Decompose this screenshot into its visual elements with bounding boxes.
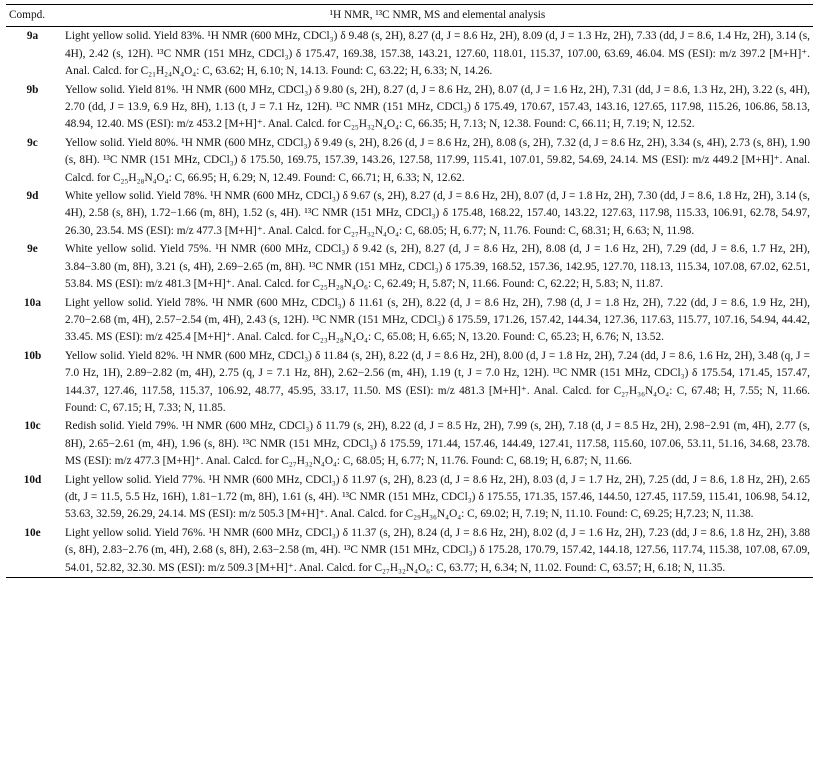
analysis-text: Light yellow solid. Yield 77%. ¹H NMR (600 MHz, CDCl₃) δ 11.97 (s, 2H), 8.23 (d, J = 8.6 Hz, 2H), 8.03 (d, J = 1.7 Hz, 2H), 7.25 (dd, J = 8.6, 1.8 Hz, 2H), 2.65 (dt, J = 11.5, 5.5 Hz, 16H), 1.81−1.72 (m, 8H), 1.61 (s, 4H). ¹³C NMR (151 MHz, CDCl₃) δ 175.55, 171.35, 157.46, 144.50, 127.45, 117.59, 115.41, 106.98, 54.12, 53.63, 32.59, 26.29, 24.14. MS (ESI): m/z 505.3 [M+H]⁺. Anal. Calcd. for C₂₉H₃₆N₄O₄: C, 69.02; H, 7.19; N, 11.10. Found: C, 69.25; H,7.23; N, 11.38. [65,473,810,521]
analysis-text: Yellow solid. Yield 81%. ¹H NMR (600 MHz, CDCl₃) δ 9.80 (s, 2H), 8.27 (d, J = 8.6 Hz, 2H), 8.07 (d, J = 1.6 Hz, 2H), 7.31 (dd, J = 8.6, 1.3 Hz, 2H), 3.22 (s, 4H), 2.70 (dd, J = 13.9, 6.9 Hz, 8H), 1.13 (t, J = 7.1 Hz, 12H). ¹³C NMR (151 MHz, CDCl₃) δ 175.49, 170.67, 157.43, 143.16, 127.65, 117.98, 115.26, 106.86, 58.13, 48.94, 12.40. MS (ESI): m/z 453.2 [M+H]⁺. Anal. Calcd. for C₂₅H₃₂N₄O₄: C, 66.35; H, 7.13; N, 12.38. Found: C, 66.11; H, 7.19; N, 12.52. [65,83,810,131]
analysis-text: White yellow solid. Yield 78%. ¹H NMR (600 MHz, CDCl₃) δ 9.67 (s, 2H), 8.27 (d, J = 8.6 Hz, 2H), 8.07 (d, J = 1.8 Hz, 2H), 7.30 (dd, J = 8.6, 1.8 Hz, 2H), 3.14 (s, 4H), 2.58 (s, 8H), 1.72−1.66 (m, 8H), 1.52 (s, 4H). ¹³C NMR (151 MHz, CDCl₃) δ 175.48, 168.22, 157.40, 143.22, 127.63, 117.98, 115.33, 106.91, 62.78, 54.97, 26.30, 23.54. MS (ESI): m/z 477.3 [M+H]⁺. Anal. Calcd. for C₂₇H₃₂N₄O₄: C, 68.05; H, 6.77; N, 11.76. Found: C, 68.31; H, 6.63; N, 11.98. [65,190,810,237]
analysis-text: Light yellow solid. Yield 76%. ¹H NMR (600 MHz, CDCl₃) δ 11.37 (s, 2H), 8.24 (d, J = 8.6 Hz, 2H), 8.02 (d, J = 1.6 Hz, 2H), 7.23 (dd, J = 8.6, 1.8 Hz, 2H), 3.88 (s, 8H), 2.83−2.76 (m, 4H), 2.68 (s, 8H), 2.63−2.58 (m, 4H). ¹³C NMR (151 MHz, CDCl₃) δ 175.28, 170.79, 157.42, 144.18, 127.56, 117.74, 115.38, 107.08, 67.09, 54.01, 52.82, 32.30. MS (ESI): m/z 509.3 [M+H]⁺. Anal. Calcd. for C₂₇H₃₂N₄O₆: C, 63.77; H, 6.34; N, 11.02. Found: C, 63.57; H, 6.18; N, 11.35. [65,526,810,574]
analysis-text: Yellow solid. Yield 82%. ¹H NMR (600 MHz, CDCl₃) δ 11.84 (s, 2H), 8.22 (d, J = 8.6 Hz, 2H), 8.00 (d, J = 1.8 Hz, 2H), 7.24 (dd, J = 8.6, 1.6 Hz, 2H), 3.48 (q, J = 7.0 Hz, 1H), 2.89−2.82 (m, 4H), 2.75 (q, J = 7.1 Hz, 8H), 2.62−2.56 (m, 4H), 1.19 (t, J = 7.0 Hz, 12H). ¹³C NMR (151 MHz, CDCl₃) δ 175.54, 171.45, 157.47, 144.37, 127.46, 117.58, 115.37, 106.92, 48.77, 45.95, 33.17, 11.50. MS (ESI): m/z 481.3 [M+H]⁺. Anal. Calcd. for C₂₇H₃₆N₄O₄: C, 67.48; H, 7.55; N, 11.66. Found: C, 67.15; H, 7.33; N, 11.85. [65,349,810,414]
analysis-text: White yellow solid. Yield 75%. ¹H NMR (600 MHz, CDCl₃) δ 9.42 (s, 2H), 8.27 (d, J = 8.6 Hz, 2H), 8.08 (d, J = 1.6 Hz, 2H), 7.29 (dd, J = 8.6, 1.7 Hz, 2H), 3.84−3.80 (m, 8H), 3.21 (s, 4H), 2.69−2.65 (m, 8H). ¹³C NMR (151 MHz, CDCl₃) δ 175.39, 168.52, 157.36, 142.95, 127.70, 118.13, 115.34, 107.08, 67.02, 62.51, 53.84. MS (ESI): m/z 481.3 [M+H]⁺. Anal. Calcd. for C₂₅H₂₈N₄O₆: C, 62.49; H, 5.87; N, 11.66. Found: C, 62.22; H, 5.83; N, 11.87. [65,243,810,291]
compound-id: 10d [23,473,42,486]
table-header [6,5,813,27]
table-row [6,347,813,418]
compound-id: 10e [24,526,41,539]
analysis-text: Light yellow solid. Yield 83%. ¹H NMR (600 MHz, CDCl₃) δ 9.48 (s, 2H), 8.27 (d, J = 8.6 Hz, 2H), 8.09 (d, J = 1.3 Hz, 2H), 7.33 (dd, J = 8.6, 1.4 Hz, 2H), 3.14 (s, 4H), 2.42 (s, 12H). ¹³C NMR (151 MHz, CDCl₃) δ 175.47, 169.38, 157.38, 143.21, 127.60, 118.01, 115.37, 107.00, 63.69, 46.04. MS (ESI): m/z 397.2 [M+H]⁺. Anal. Calcd. for C₂₁H₂₄N₄O₄: C, 63.62; H, 6.10; N, 14.13. Found: C, 63.22; H, 6.33; N, 14.26. [65,30,810,78]
compound-id: 10b [23,349,42,362]
compound-id: 9a [26,30,39,43]
table-row [6,240,813,293]
header-analysis: ¹H NMR, ¹³C NMR, MS and elemental analysis [329,9,546,21]
table-row [6,524,813,578]
table-row [6,81,813,134]
analysis-text: Light yellow solid. Yield 78%. ¹H NMR (600 MHz, CDCl₃) δ 11.61 (s, 2H), 8.22 (d, J = 8.6 Hz, 2H), 7.98 (d, J = 1.8 Hz, 2H), 7.22 (dd, J = 8.6, 1.9 Hz, 2H), 2.70−2.68 (m, 4H), 2.57−2.54 (m, 4H), 2.43 (s, 12H). ¹³C NMR (151 MHz, CDCl₃) δ 175.59, 171.26, 157.42, 144.34, 127.36, 117.63, 115.77, 107.16, 54.94, 44.42, 33.45. MS (ESI): m/z 425.4 [M+H]⁺. Anal. Calcd. for C₂₃H₂₈N₄O₄: C, 65.08; H, 6.65; N, 13.20. Found: C, 65.23; H, 6.76; N, 13.52. [65,296,810,344]
table-row [6,294,813,347]
compound-id: 10a [24,296,41,309]
table-row [6,471,813,524]
compound-id: 9e [27,243,38,256]
table-row [6,134,813,187]
header-compound: Compd. [9,9,46,21]
table-row [6,187,813,240]
table-body [6,27,813,578]
compound-id: 9c [27,136,38,149]
table-row [6,417,813,470]
compound-id: 9d [26,190,39,203]
compound-id: 9b [26,83,39,96]
characterization-table [6,4,813,578]
analysis-text: Yellow solid. Yield 80%. ¹H NMR (600 MHz, CDCl₃) δ 9.49 (s, 2H), 8.26 (d, J = 8.6 Hz, 2H), 8.08 (s, 2H), 7.32 (d, J = 8.6 Hz, 2H), 3.34 (s, 4H), 2.73 (s, 8H), 1.90 (s, 8H). ¹³C NMR (151 MHz, CDCl₃) δ 175.50, 169.75, 157.39, 143.26, 127.58, 117.99, 115.41, 107.01, 59.82, 54.69, 24.14. MS (ESI): m/z 449.2 [M+H]⁺. Anal. Calcd. for C₂₅H₂₈N₄O₄: C, 66.95; H, 6.29; N, 12.49. Found: C, 66.71; H, 6.33; N, 12.62. [65,136,810,184]
table-row [6,27,813,81]
compound-id: 10c [24,420,41,433]
analysis-text: Redish solid. Yield 79%. ¹H NMR (600 MHz, CDCl₃) δ 11.79 (s, 2H), 8.22 (d, J = 8.5 Hz, 2H), 7.99 (s, 2H), 7.18 (d, J = 8.5 Hz, 2H), 2.98−2.91 (m, 4H), 2.77 (s, 8H), 2.65−2.61 (m, 4H), 1.96 (s, 8H). ¹³C NMR (151 MHz, CDCl₃) δ 175.59, 171.44, 157.46, 144.49, 127.41, 117.58, 115.60, 107.06, 53.11, 51.16, 34.68, 23.78. MS (ESI): m/z 477.3 [M+H]⁺. Anal. Calcd. for C₂₇H₃₂N₄O₄: C, 68.05; H, 6.77; N, 11.76. Found: C, 68.19; H, 6.87; N, 11.66. [65,420,810,468]
header-row [6,5,813,27]
